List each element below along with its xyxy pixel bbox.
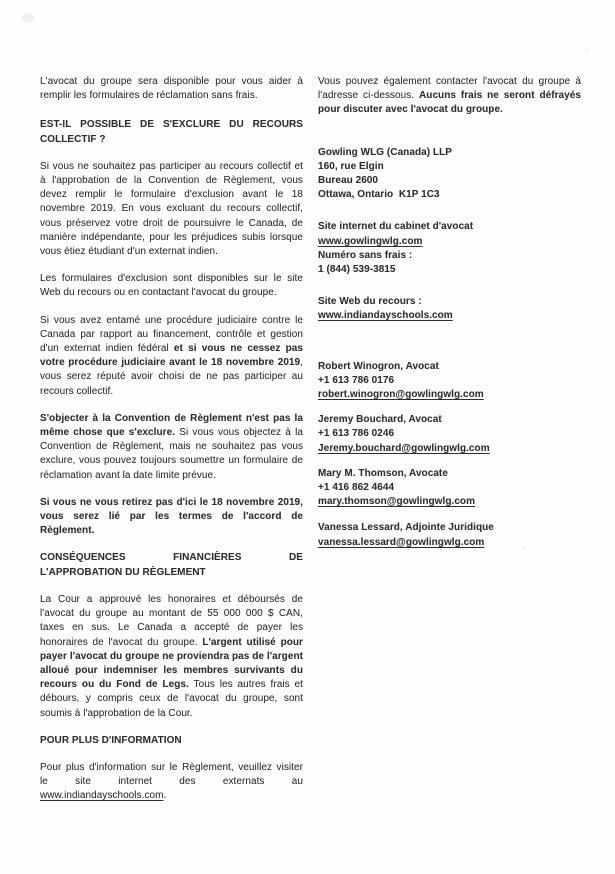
- para-honoraires: [40, 593, 303, 721]
- contact-mary-thomson-line-1: [318, 481, 581, 495]
- contact-jeremy-bouchard: [318, 413, 581, 456]
- block-site-cabinet-line-3: [318, 263, 581, 277]
- contact-robert-winogron-line-1: [318, 374, 581, 388]
- heading-consequences-financieres: [40, 551, 303, 579]
- para-objection-vs-exclusion-text-1: Si vous vous objectez à la Convention de Règlement, mais ne souhaitez pas vous exclure, vous pouvez toujours soumettre un formulaire de réclamation avant la date limite prévue.: [40, 427, 303, 481]
- para-avocat-disponible-text-0: L'avocat du groupe sera disponible pour vous aider à remplir les formulaires de réclamation sans frais.: [40, 76, 303, 102]
- block-site-cabinet-text-0: Numéro sans frais :: [318, 249, 413, 261]
- block-site-cabinet-line-2: [318, 249, 581, 263]
- link-indiandayschools-right[interactable]: www.indiandayschools.com: [318, 310, 453, 322]
- link-email-mary[interactable]: mary.thomson@gowlingwlg.com: [318, 496, 476, 508]
- para-procedure-judiciaire-text-0: Si vous avez entamé une procédure judiciaire contre le Canada par rapport au financement, contrôle et gestion d'un externat indien fédéral: [40, 314, 303, 355]
- block-site-recours: [318, 295, 581, 323]
- heading-pour-plus-information: [40, 734, 303, 748]
- address-gowling-text-0: 160, rue Elgin: [318, 160, 384, 172]
- para-avocat-disponible: [40, 75, 303, 103]
- para-contacter-avocat-text-0: Vous pouvez également contacter l'avocat du groupe à l'adresse ci-dessous.: [318, 76, 581, 102]
- para-contacter-avocat-text-1: Aucuns frais ne seront défrayés pour discuter avec l'avocat du groupe.: [318, 90, 581, 116]
- left-column: [40, 75, 303, 804]
- block-site-cabinet: [318, 220, 581, 277]
- para-exclusion-process-text-0: Si vous ne souhaitez pas participer au recours collectif et à l'approbation de la Convention de Règlement, vous devez remplir le formulaire d'exclusion avant le 18 novembre 2019. En vous excluant du recours collectif, vous préservez votre droit de poursuivre le Canada, de manière indépendante, pour les préjudices subis lorsque vous étiez étudiant d'un externat indien.: [40, 160, 303, 258]
- link-email-jeremy[interactable]: Jeremy.bouchard@gowlingwlg.com: [318, 442, 490, 454]
- link-indiandayschools-left[interactable]: www.indiandayschools.com: [40, 790, 164, 802]
- address-gowling: [318, 146, 581, 203]
- address-gowling-text-0: Bureau 2600: [318, 175, 379, 187]
- contact-robert-winogron-text-0: Robert Winogron, Avocat: [318, 360, 439, 372]
- right-column: [318, 75, 581, 550]
- para-plus-info-text-1: .: [163, 790, 167, 802]
- contact-vanessa-lessard-text-0: Vanessa Lessard, Adjointe Juridique: [318, 522, 494, 534]
- para-objection-vs-exclusion: [40, 412, 303, 483]
- link-gowlingwlg[interactable]: www.gowlingwlg.com: [318, 235, 423, 247]
- scan-artifact: [311, 227, 315, 231]
- heading-est-il-possible-text-0: EST-IL POSSIBLE DE S'EXCLURE DU RECOURS COLLECTIF ?: [40, 119, 303, 145]
- scan-artifact: [312, 147, 317, 152]
- para-procedure-judiciaire-text-2: , vous serez réputé avoir choisi de ne pas participer au recours collectif.: [40, 357, 303, 397]
- contact-vanessa-lessard-line-0: [318, 521, 581, 535]
- para-objection-vs-exclusion-text-0: S'objecter à la Convention de Règlement n'est pas la même chose que s'exclure.: [40, 412, 303, 439]
- para-exclusion-process: [40, 160, 303, 259]
- para-plus-info-text-0: Pour plus d'information sur le Règlement, veuillez visiter: [40, 761, 303, 773]
- contact-jeremy-bouchard-line-1: [318, 427, 581, 441]
- contact-robert-winogron-line-2: [318, 388, 581, 402]
- address-gowling-line-1: [318, 160, 581, 174]
- para-honoraires-text-1: L'argent utilisé pour payer l'avocat du groupe ne proviendra pas de l'argent alloué pour indemniser les membres survivants du recours ou du Fond de Legs.: [40, 636, 303, 691]
- contact-vanessa-lessard-line-1: [318, 536, 581, 550]
- para-plus-info: [40, 761, 303, 804]
- para-plus-info-line-1: [40, 775, 303, 789]
- scan-artifact: [311, 83, 316, 87]
- heading-consequences-financieres-text-0: L'APPROBATION DU RÈGLEMENT: [40, 566, 206, 578]
- heading-consequences-financieres-line-1: [40, 566, 303, 580]
- contact-jeremy-bouchard-line-2: [318, 442, 581, 456]
- contact-robert-winogron-text-0: +1 613 786 0176: [318, 374, 395, 386]
- block-site-cabinet-line-0: [318, 220, 581, 234]
- scan-artifact: [584, 47, 590, 52]
- address-gowling-text-0: Ottawa, Ontario K1P 1C3: [318, 189, 440, 201]
- para-contacter-avocat: [318, 75, 581, 118]
- contact-jeremy-bouchard-line-0: [318, 413, 581, 427]
- para-formulaires-disponibles-text-0: Les formulaires d'exclusion sont disponibles sur le site Web du recours ou en contactant l'avocat du groupe.: [40, 273, 303, 299]
- address-gowling-text-0: Gowling WLG (Canada) LLP: [318, 146, 452, 158]
- block-site-cabinet-text-0: 1 (844) 539-3815: [318, 264, 396, 276]
- contact-robert-winogron: [318, 360, 581, 403]
- block-site-recours-line-0: [318, 295, 581, 309]
- contact-mary-thomson-line-0: [318, 467, 581, 481]
- address-gowling-line-2: [318, 174, 581, 188]
- heading-est-il-possible: [40, 118, 303, 146]
- block-site-recours-line-1: [318, 309, 581, 323]
- contact-jeremy-bouchard-text-0: Jeremy Bouchard, Avocat: [318, 414, 442, 426]
- link-email-robert[interactable]: robert.winogron@gowlingwlg.com: [318, 389, 484, 401]
- para-honoraires-text-2: Tous les autres frais et débours, y compris ceux de l'avocat du groupe, sont soumis à l'approbation de la Cour.: [40, 679, 303, 719]
- address-gowling-line-3: [318, 188, 581, 202]
- contact-mary-thomson: [318, 467, 581, 510]
- scan-artifact: [22, 13, 34, 23]
- address-gowling-line-0: [318, 146, 581, 160]
- contact-jeremy-bouchard-text-0: +1 613 786 0246: [318, 428, 395, 440]
- heading-consequences-financieres-text-0: CONSÉQUENCES FINANCIÈRES DE: [40, 552, 303, 564]
- block-site-cabinet-text-0: Site internet du cabinet d'avocat: [318, 221, 474, 233]
- contact-mary-thomson-text-0: Mary M. Thomson, Avocate: [318, 467, 448, 479]
- heading-pour-plus-information-text-0: POUR PLUS D'INFORMATION: [40, 734, 182, 746]
- block-site-recours-text-0: Site Web du recours :: [318, 296, 422, 308]
- para-honoraires-text-0: La Cour a approuvé les honoraires et déboursés de l'avocat du groupe au montant de 55 000 000 $ CAN, taxes en sus. Le Canada a accepté de payer les honoraires de l'avocat du groupe.: [40, 593, 303, 648]
- para-plus-info-line-0: [40, 761, 303, 775]
- para-retrait-deadline-text-0: Si vous ne vous retirez pas d'ici le 18 novembre 2019, vous serez lié par les termes de l'accord de Règlement.: [40, 496, 303, 537]
- para-plus-info-line-2: [40, 789, 303, 803]
- heading-consequences-financieres-line-0: [40, 551, 303, 565]
- contact-mary-thomson-line-2: [318, 495, 581, 509]
- para-plus-info-text-0: le site internet des externats au: [40, 776, 303, 788]
- para-procedure-judiciaire-text-1: et si vous ne cessez pas votre procédure judiciaire avant le 18 novembre 2019: [40, 343, 303, 369]
- para-procedure-judiciaire: [40, 314, 303, 399]
- block-site-cabinet-line-1: [318, 235, 581, 249]
- link-email-vanessa[interactable]: vanessa.lessard@gowlingwlg.com: [318, 536, 485, 548]
- para-retrait-deadline: [40, 496, 303, 539]
- contact-robert-winogron-line-0: [318, 360, 581, 374]
- contact-mary-thomson-text-0: +1 416 862 4644: [318, 482, 395, 494]
- contact-vanessa-lessard: [318, 521, 581, 549]
- para-formulaires-disponibles: [40, 272, 303, 300]
